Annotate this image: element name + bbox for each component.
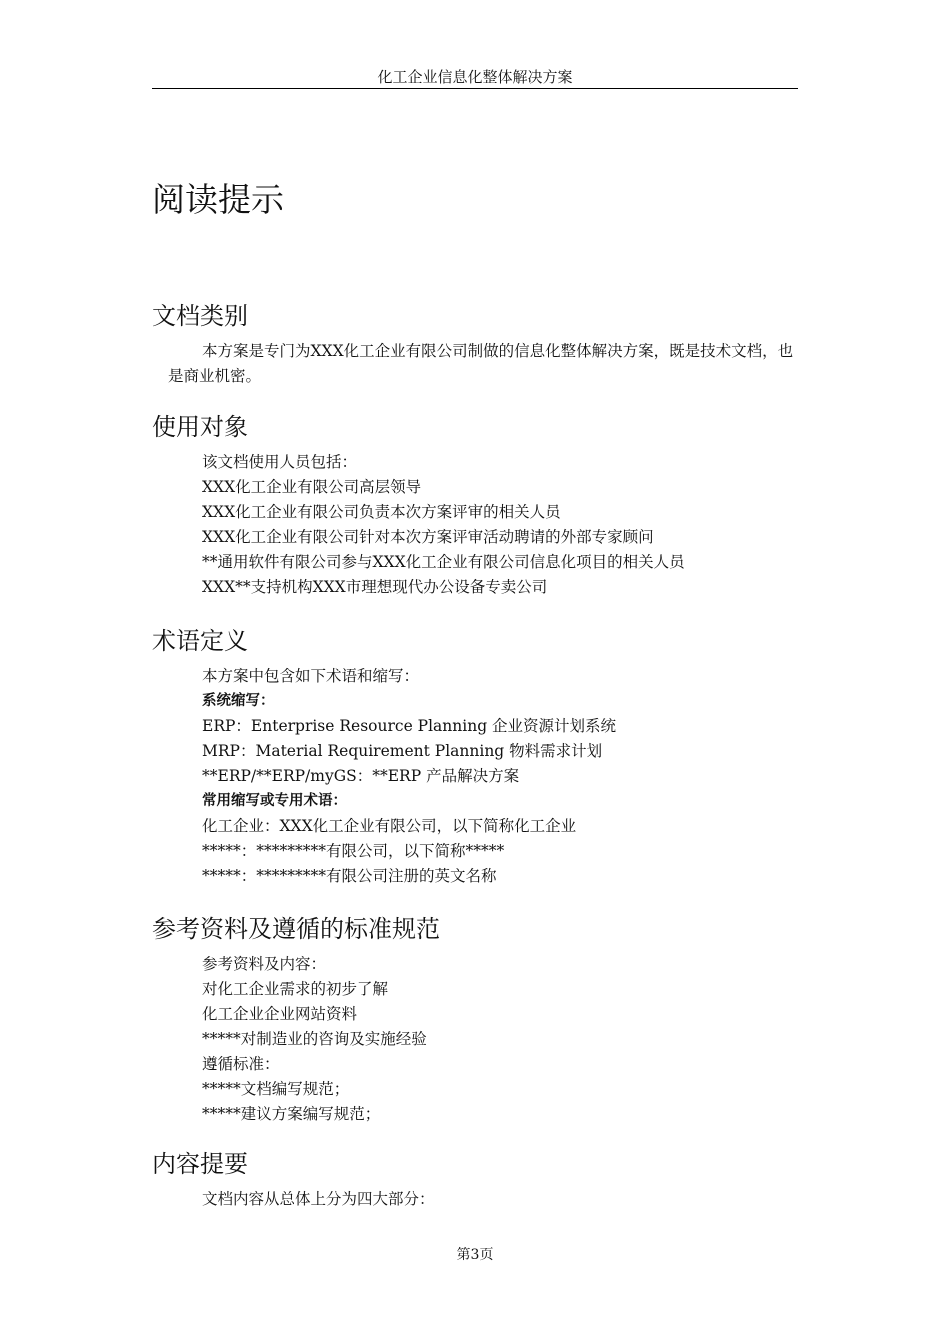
section-references [152,912,798,1127]
list-item: **ERP/**ERP/myGS：**ERP 产品解决方案 [202,767,520,785]
header-title: 化工企业信息化整体解决方案 [377,68,573,86]
list-item: ERP：Enterprise Resource Planning 企业资源计划系统 [202,717,617,735]
section-terms [152,624,798,889]
list-item: *****文档编写规范； [202,1080,350,1098]
list-item: 本方案中包含如下术语和缩写： [202,667,420,685]
section-heading: 术语定义 [152,627,248,655]
list-item: 化工企业：XXX化工企业有限公司，以下简称化工企业 [202,817,577,835]
section-audience [152,410,798,600]
list-item: MRP：Material Requirement Planning 物料需求计划 [202,742,603,760]
subheading: 系统缩写： [202,693,275,709]
section-summary [152,1147,798,1212]
section-heading: 文档类别 [152,302,248,330]
list-item: XXX化工企业有限公司高层领导 [202,478,422,496]
list-item: *****：*********有限公司注册的英文名称 [202,867,497,885]
list-item: XXX化工企业有限公司负责本次方案评审的相关人员 [202,503,561,521]
list-item: 参考资料及内容： [202,955,327,973]
page-number: 第3页 [456,1247,494,1263]
list-item: *****：*********有限公司，以下简称***** [202,842,505,860]
list-item: XXX**支持机构XXX市理想现代办公设备专卖公司 [202,578,548,596]
subheading: 常用缩写或专用术语： [202,793,347,809]
page-header [152,66,798,89]
section-doc-type [152,299,798,389]
paragraph: 文档内容从总体上分为四大部分： [202,1190,435,1208]
section-heading: 使用对象 [152,413,248,441]
list-item: 遵循标准： [202,1055,280,1073]
list-item: 对化工企业需求的初步了解 [202,980,389,998]
page-title: 阅读提示 [152,180,284,219]
list-item: *****建议方案编写规范； [202,1105,381,1123]
list-item: 化工企业企业网站资料 [202,1005,358,1023]
section-heading: 内容提要 [152,1150,248,1178]
list-item: **通用软件有限公司参与XXX化工企业有限公司信息化项目的相关人员 [202,553,685,571]
paragraph: 本方案是专门为XXX化工企业有限公司制做的信息化整体解决方案，既是技术文档，也是商业机密。 [168,342,794,385]
list-item: *****对制造业的咨询及实施经验 [202,1030,427,1048]
list-item: XXX化工企业有限公司针对本次方案评审活动聘请的外部专家顾问 [202,528,654,546]
list-item: 该文档使用人员包括： [202,453,358,471]
section-heading: 参考资料及遵循的标准规范 [152,915,440,943]
